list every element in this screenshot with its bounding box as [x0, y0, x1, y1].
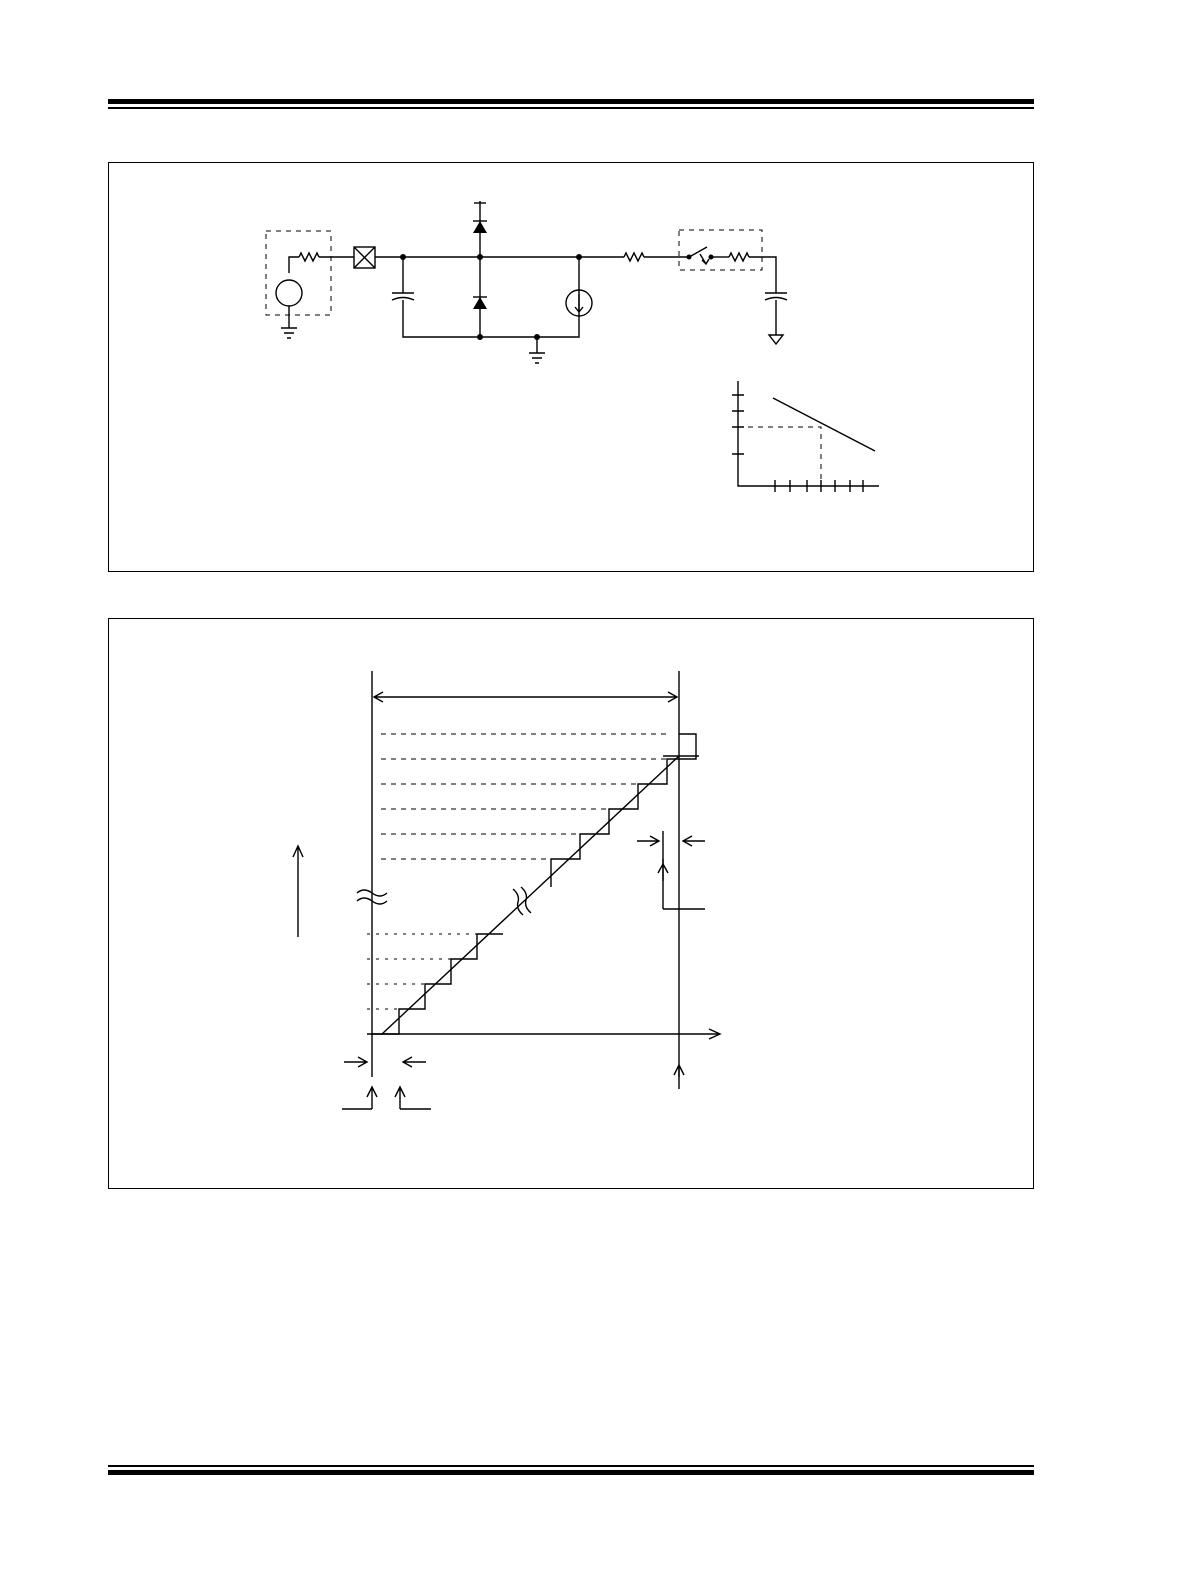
node-bottom-diode	[477, 334, 483, 340]
footer-rule-thin	[108, 1465, 1034, 1467]
fs-error-bracket	[663, 831, 705, 909]
sampling-switch-box	[679, 230, 762, 270]
full-scale-arrow	[374, 692, 677, 702]
axis-break-right	[513, 887, 531, 915]
fs-error-arrow-right	[683, 836, 705, 846]
offset-pointer-left	[342, 1087, 377, 1109]
pin-capacitor	[392, 293, 414, 300]
y-direction-arrow	[293, 846, 303, 937]
source-resistor	[299, 253, 319, 261]
figure-2-transfer-panel	[108, 618, 1034, 1189]
figure-1-circuit-panel	[108, 162, 1034, 572]
transfer-function-diagram	[109, 619, 1033, 1188]
circuit-schematic	[109, 163, 1033, 571]
inset-reference	[738, 427, 821, 486]
transfer-staircase	[372, 734, 696, 1034]
full-scale-pointer	[674, 1065, 684, 1089]
upper-diode	[473, 221, 487, 233]
offset-arrow-left	[344, 1057, 367, 1067]
hold-capacitor	[765, 293, 787, 300]
lower-staircase	[372, 934, 503, 1034]
upper-staircase	[551, 734, 696, 887]
ground-symbol	[529, 353, 545, 363]
voltage-source	[276, 280, 302, 306]
input-pin-cross	[354, 247, 375, 268]
inset-y-axis	[738, 381, 879, 486]
cpin-lead-bottom	[403, 257, 579, 337]
switch-resistor	[729, 253, 749, 261]
switch-contact-left	[687, 255, 692, 260]
sampling-switch	[691, 247, 707, 256]
offset-pointer-right	[395, 1087, 431, 1109]
fs-error-pointer	[658, 859, 668, 881]
footer-rule-thick	[108, 1470, 1034, 1475]
source-wire	[289, 257, 299, 273]
code-level-lines	[367, 734, 667, 1009]
leakage-arrow	[575, 294, 583, 312]
header-rule-thick	[108, 99, 1034, 104]
hold-wire	[749, 257, 776, 293]
switch-contact-right	[709, 255, 714, 260]
inset-trend-line	[773, 398, 875, 451]
source-ground-symbol	[281, 328, 297, 338]
switch-arrow	[700, 254, 709, 264]
offset-arrow-right	[403, 1057, 426, 1067]
lower-diode	[473, 297, 487, 309]
ideal-transfer-line	[382, 756, 679, 1034]
hold-ground-symbol	[769, 335, 783, 344]
fs-error-arrow-left	[637, 836, 659, 846]
header-rule-thin	[108, 107, 1034, 109]
node-leakage	[576, 254, 582, 260]
interconnect-resistor	[624, 253, 644, 261]
